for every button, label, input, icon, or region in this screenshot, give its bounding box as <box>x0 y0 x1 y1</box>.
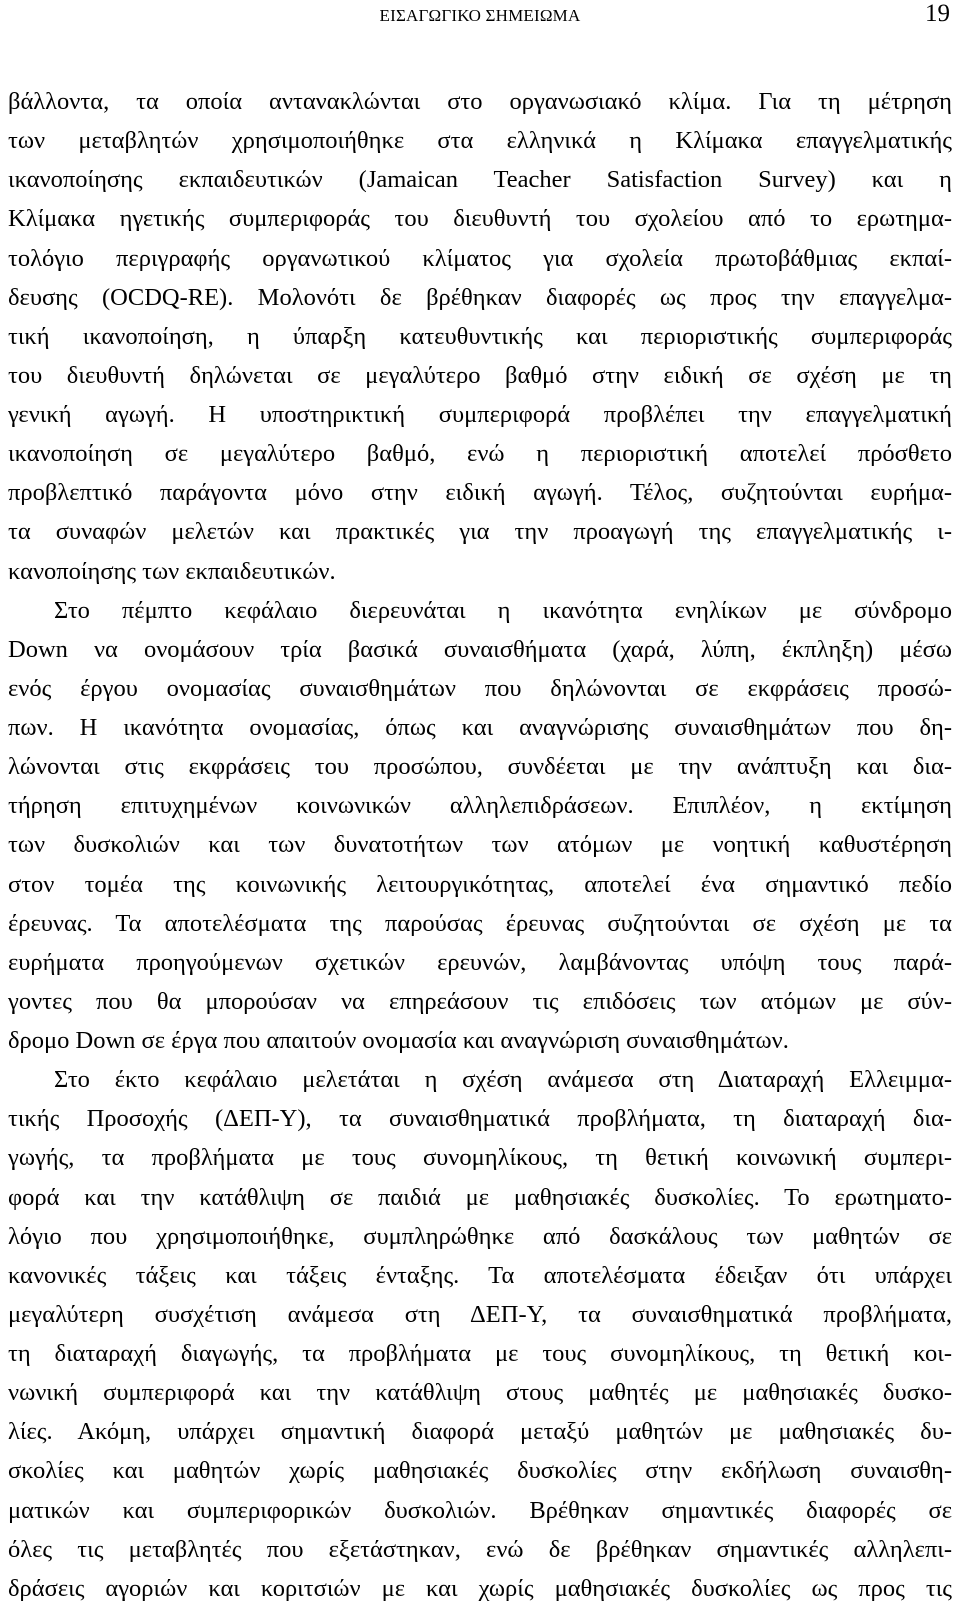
text-line: κανονικές τάξεις και τάξεις ένταξης. Τα αποτελέσματα έδειξαν ότι υπάρχει <box>8 1261 952 1289</box>
text-line: λίες. Ακόμη, υπάρχει σημαντική διαφορά μεταξύ μαθητών με μαθησιακές δυ- <box>8 1418 952 1446</box>
text-line: δράσεις αγοριών και κοριτσιών με και χωρίς μαθησιακές δυσκολίες ως προς τις <box>8 1574 952 1602</box>
text-line: των μεταβλητών χρησιμοποιήθηκε στα ελληνικά η Κλίμακα επαγγελματικής <box>8 127 952 155</box>
running-title: ΕΙΣΑΓΩΓΙΚΟ ΣΗΜΕΙΩΜΑ <box>379 6 581 25</box>
paragraph-first-line: Στο έκτο κεφάλαιο μελετάται η σχέση ανάμεσα στη Διαταραχή Ελλειμμα- <box>54 1066 952 1094</box>
text-line: φορά και την κατάθλιψη σε παιδιά με μαθησιακές δυσκολίες. Το ερωτηματο- <box>8 1183 952 1211</box>
text-line: κανοποίησης των εκπαιδευτικών. <box>8 557 336 585</box>
text-line: δρομο Down σε έργα που απαιτούν ονομασία και αναγνώριση συναισθημάτων. <box>8 1027 789 1054</box>
text-line: τικής Προσοχής (ΔΕΠ-Υ), τα συναισθηματικά προβλήματα, τη διαταραχή δια- <box>8 1105 952 1133</box>
text-line: λώνονται στις εκφράσεις του προσώπου, συνδέεται με την ανάπτυξη και δια- <box>8 753 952 781</box>
text-line: λόγιο που χρησιμοποιήθηκε, συμπληρώθηκε από δασκάλους των μαθητών σε <box>8 1222 952 1250</box>
body-text <box>8 82 952 1608</box>
text-line: νωνική συμπεριφορά και την κατάθλιψη στους μαθητές με μαθησιακές δυσκο- <box>8 1379 952 1407</box>
text-line: στον τομέα της κοινωνικής λειτουργικότητας, αποτελεί ένα σημαντικό πεδίο <box>8 870 952 898</box>
text-line: προβλεπτικό παράγοντα μόνο στην ειδική αγωγή. Τέλος, συζητούνται ευρήμα- <box>8 479 952 507</box>
text-line: έρευνας. Τα αποτελέσματα της παρούσας έρευνας συζητούνται σε σχέση με τα <box>8 909 952 937</box>
text-line: γωγής, τα προβλήματα με τους συνομηλίκους, τη θετική κοινωνική συμπερι- <box>8 1144 952 1172</box>
text-line: πων. Η ικανότητα ονομασίας, όπως και αναγνώρισης συναισθημάτων που δη- <box>8 714 952 741</box>
text-line: γοντες που θα μπορούσαν να επηρεάσουν τις επιδόσεις των ατόμων με σύν- <box>8 987 952 1015</box>
text-line: των δυσκολιών και των δυνατοτήτων των ατόμων με νοητική καθυστέρηση <box>8 831 952 859</box>
text-line: γενική αγωγή. Η υποστηρικτική συμπεριφορά προβλέπει την επαγγελματική <box>8 401 952 428</box>
text-line: ικανοποίηση σε μεγαλύτερο βαθμό, ενώ η περιοριστική αποτελεί πρόσθετο <box>8 440 952 468</box>
page-number: 19 <box>925 0 950 27</box>
text-line: ματικών και συμπεριφορικών δυσκολιών. Βρέθηκαν σημαντικές διαφορές σε <box>8 1496 952 1524</box>
text-line: τική ικανοποίηση, η ύπαρξη κατευθυντικής και περιοριστικής συμπεριφοράς <box>8 322 952 350</box>
text-line: όλες τις μεταβλητές που εξετάστηκαν, ενώ δε βρέθηκαν σημαντικές αλληλεπι- <box>8 1535 952 1563</box>
text-line: μεγαλύτερη συσχέτιση ανάμεσα στη ΔΕΠ-Υ, τα συναισθηματικά προβλήματα, <box>8 1300 952 1328</box>
text-line: τήρηση επιτυχημένων κοινωνικών αλληλεπιδράσεων. Επιπλέον, η εκτίμηση <box>8 792 952 820</box>
text-line: Κλίμακα ηγετικής συμπεριφοράς του διευθυντή του σχολείου από το ερωτημα- <box>8 205 952 233</box>
text-line: ενός έργου ονομασίας συναισθημάτων που δηλώνονται σε εκφράσεις προσώ- <box>8 674 952 702</box>
text-line: τα συναφών μελετών και πρακτικές για την προαγωγή της επαγγελματικής ι- <box>8 518 952 546</box>
text-line: σκολίες και μαθητών χωρίς μαθησιακές δυσκολίες στην εκδήλωση συναισθη- <box>8 1457 952 1485</box>
text-line: δευσης (OCDQ-RE). Μολονότι δε βρέθηκαν διαφορές ως προς την επαγγελμα- <box>8 283 952 311</box>
text-line: Down να ονομάσουν τρία βασικά συναισθήματα (χαρά, λύπη, έκπληξη) μέσω <box>8 635 952 663</box>
text-line: ευρήματα προηγούμενων σχετικών ερευνών, λαμβάνοντας υπόψη τους παρά- <box>8 948 952 976</box>
running-header <box>8 0 952 36</box>
text-line: ικανοποίησης εκπαιδευτικών (Jamaican Teacher Satisfaction Survey) και η <box>8 166 952 194</box>
text-line: βάλλοντα, τα οποία αντανακλώνται στο οργανωσιακό κλίμα. Για τη μέτρηση <box>8 88 952 115</box>
text-line: του διευθυντή δηλώνεται σε μεγαλύτερο βαθμό στην ειδική σε σχέση με τη <box>8 361 952 389</box>
text-line: τολόγιο περιγραφής οργανωτικού κλίματος για σχολεία πρωτοβάθμιας εκπαί- <box>8 244 952 272</box>
text-line: τη διαταραχή διαγωγής, τα προβλήματα με τους συνομηλίκους, τη θετική κοι- <box>8 1340 952 1367</box>
paragraph-first-line: Στο πέμπτο κεφάλαιο διερευνάται η ικανότητα ενηλίκων με σύνδρομο <box>54 596 952 624</box>
